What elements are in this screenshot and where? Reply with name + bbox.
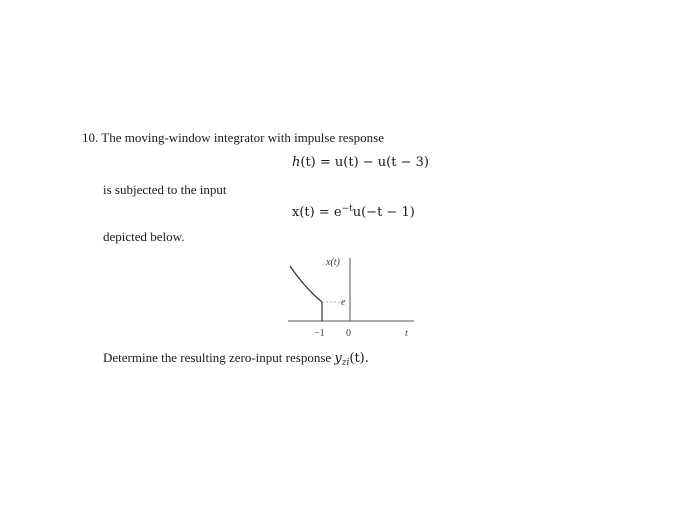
y-axis-label: x(t) <box>326 257 340 268</box>
signal-curve <box>290 266 322 302</box>
x-rhs: u(−t − 1) <box>352 205 415 220</box>
depicted-sentence: depicted below. <box>103 229 185 244</box>
question-text: Determine the resulting zero-input response <box>103 350 332 365</box>
tick-label-minus-one: −1 <box>314 328 325 339</box>
h-argument: (t) <box>300 155 316 170</box>
h-rhs: = u(t) − u(t − 3) <box>315 155 429 170</box>
y-subscript: zi <box>341 358 350 368</box>
x-exponent: −t <box>341 204 353 214</box>
y-symbol: y <box>334 351 342 366</box>
marker-label-e: e <box>341 297 346 308</box>
y-argument: (t). <box>349 351 369 366</box>
h-symbol: h <box>292 155 301 170</box>
problem-number: 10. <box>82 130 99 145</box>
question-symbol <box>334 351 368 366</box>
question-sentence <box>103 350 369 368</box>
tick-label-zero: 0 <box>346 328 351 339</box>
input-sentence: is subjected to the input <box>103 182 227 197</box>
x-lhs: x(t) = e <box>292 205 342 220</box>
problem-statement: The moving-window integrator with impulse response <box>101 130 384 145</box>
x-axis-label: t <box>405 328 408 339</box>
